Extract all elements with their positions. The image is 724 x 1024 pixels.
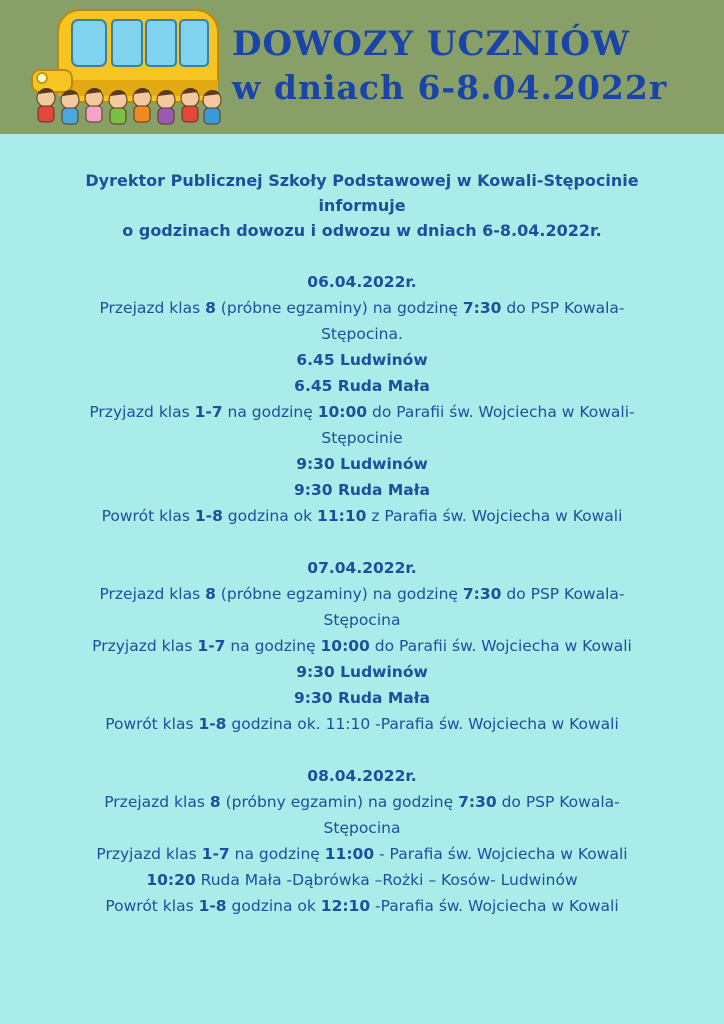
intro-line: informuje xyxy=(318,196,406,215)
schedule-line: Powrót klas 1-8 godzina ok. 11:10 -Parafia św. Wojciecha w Kowali xyxy=(105,715,619,733)
schedule-line: Przyjazd klas 1-7 na godzinę 11:00 - Parafia św. Wojciecha w Kowali xyxy=(96,845,628,863)
page-title xyxy=(232,22,712,110)
pickup-time: 6.45 Ruda Mała xyxy=(294,377,430,395)
day-date: 07.04.2022r. xyxy=(307,559,417,577)
schedule-line: Przejazd klas 8 (próbny egzamin) na godzinę 7:30 do PSP Kowala- xyxy=(104,793,620,811)
header-banner xyxy=(0,0,724,134)
schedule-line: 10:20 Ruda Mała -Dąbrówka –Rożki – Kosów- Ludwinów xyxy=(146,871,578,889)
pickup-time: 9:30 Ruda Mała xyxy=(294,689,430,707)
pickup-time: 9:30 Ruda Mała xyxy=(294,481,430,499)
schedule-line: Przejazd klas 8 (próbne egzaminy) na godzinę 7:30 do PSP Kowala- xyxy=(99,585,625,603)
day-section-2 xyxy=(30,555,694,737)
schedule-line: Stępocinie xyxy=(321,429,403,447)
pickup-time: 9:30 Ludwinów xyxy=(296,663,428,681)
pickup-time: 9:30 Ludwinów xyxy=(296,455,428,473)
intro-line: Dyrektor Publicznej Szkoły Podstawowej w Kowali-Stępocinie xyxy=(85,171,639,190)
intro-line: o godzinach dowozu i odwozu w dniach 6-8.04.2022r. xyxy=(122,221,602,240)
schedule-line: Przyjazd klas 1-7 na godzinę 10:00 do Parafii św. Wojciecha w Kowali- xyxy=(89,403,635,421)
day-date: 06.04.2022r. xyxy=(307,273,417,291)
schedule-line: Powrót klas 1-8 godzina ok 11:10 z Parafia św. Wojciecha w Kowali xyxy=(101,507,623,525)
schedule-line: Przyjazd klas 1-7 na godzinę 10:00 do Parafii św. Wojciecha w Kowali xyxy=(92,637,632,655)
announcement-body xyxy=(30,168,694,919)
pickup-time: 6.45 Ludwinów xyxy=(296,351,428,369)
school-bus-illustration xyxy=(28,6,228,131)
day-section-3 xyxy=(30,763,694,919)
day-date: 08.04.2022r. xyxy=(307,767,417,785)
schedule-line: Stępocina xyxy=(323,819,401,837)
schedule-line: Powrót klas 1-8 godzina ok 12:10 -Parafia św. Wojciecha w Kowali xyxy=(105,897,619,915)
schedule-line: Przejazd klas 8 (próbne egzaminy) na godzinę 7:30 do PSP Kowala- xyxy=(99,299,625,317)
schedule-line: Stępocina. xyxy=(321,325,403,343)
intro-block xyxy=(30,168,694,243)
day-section-1 xyxy=(30,269,694,529)
title-line-1: DOWOZY UCZNIÓW xyxy=(232,24,631,64)
schedule-line: Stępocina xyxy=(323,611,401,629)
title-line-2: w dniach 6-8.04.2022r xyxy=(232,68,668,107)
